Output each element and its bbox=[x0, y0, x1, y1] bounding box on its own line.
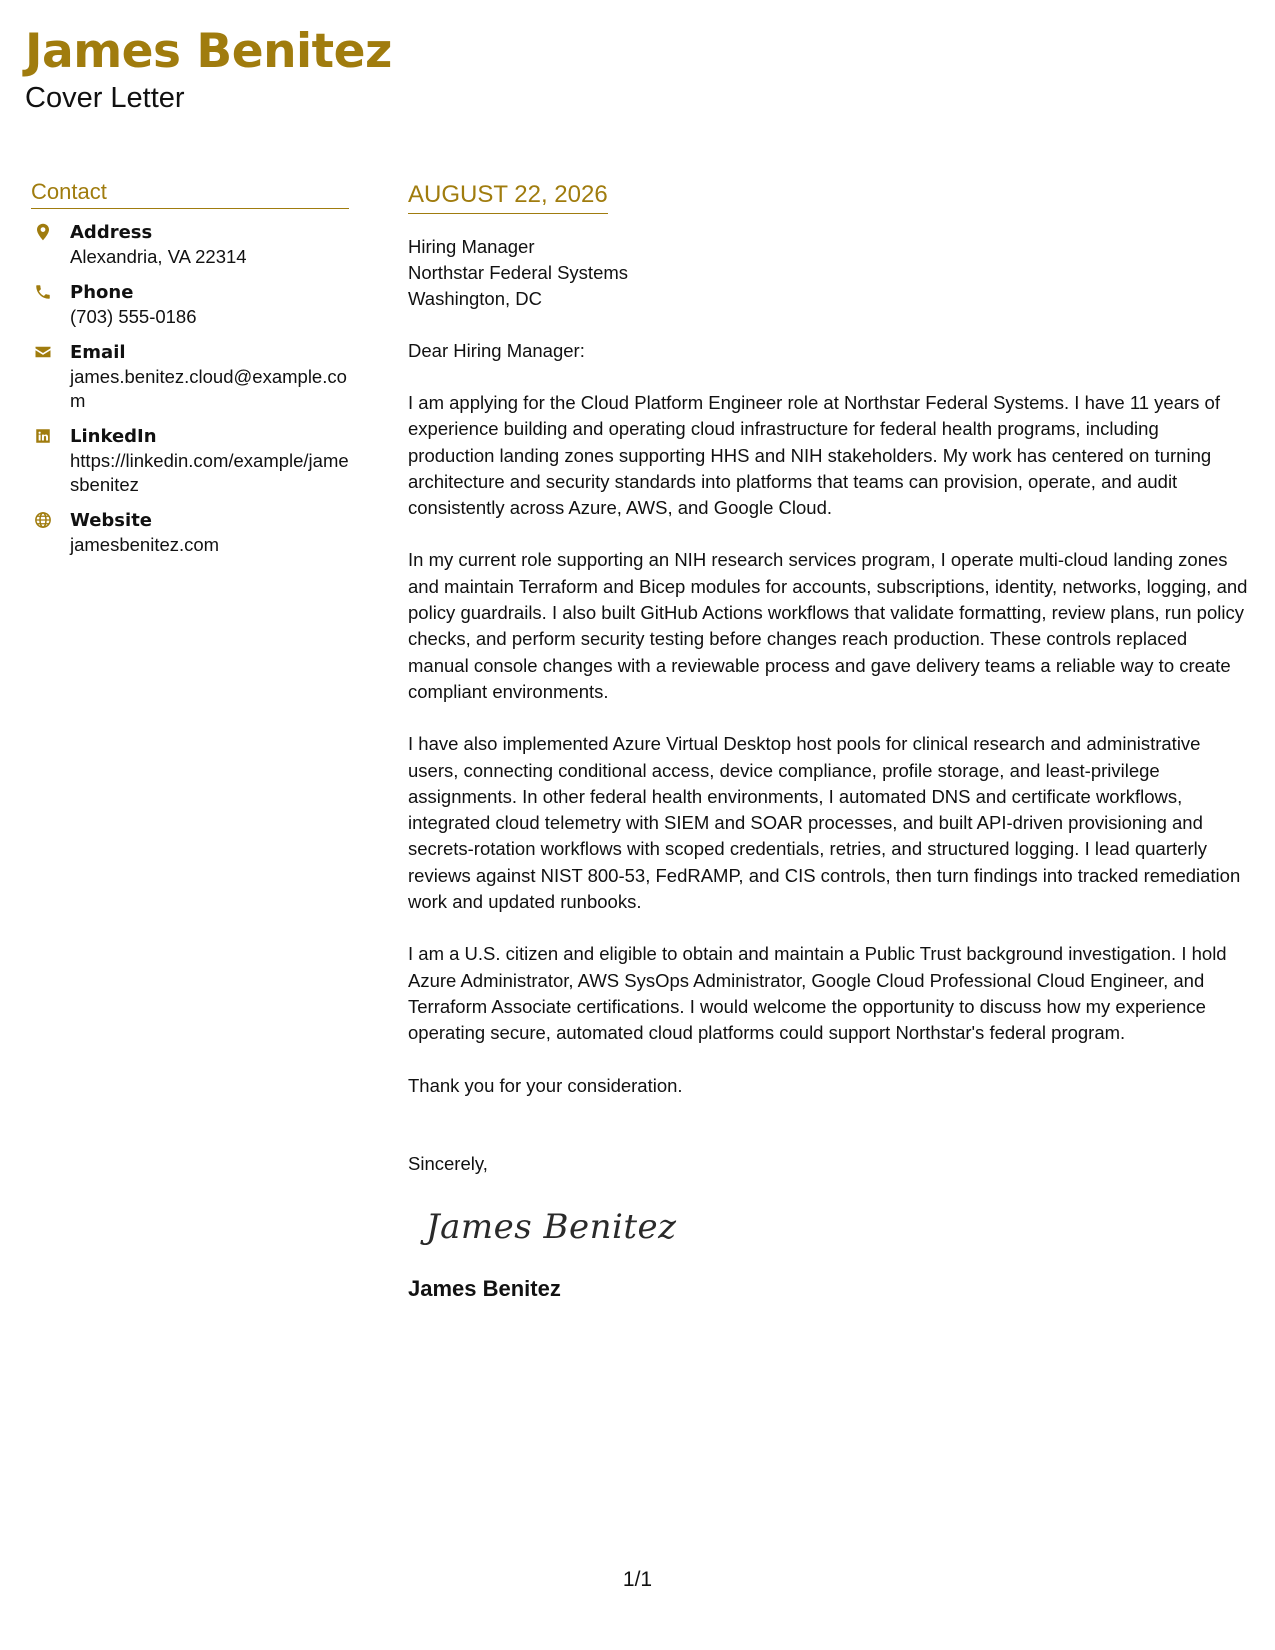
contact-label: LinkedIn bbox=[70, 426, 157, 447]
contact-heading: Contact bbox=[31, 178, 349, 209]
salutation: Dear Hiring Manager: bbox=[408, 340, 585, 361]
contact-sidebar bbox=[31, 178, 349, 569]
recipient-block bbox=[408, 234, 1248, 312]
body-paragraph: I am a U.S. citizen and eligible to obtain and maintain a Public Trust background investigation. I hold Azure Administrator, AWS SysOps Administrator, Google Cloud Professional Cloud Engineer, and Terraform Associate certifications. I would welcome the opportunity to discuss how my experience operating secure, automated cloud platforms could support Northstar's federal program. bbox=[408, 943, 1227, 1044]
body-paragraph: I am applying for the Cloud Platform Engineer role at Northstar Federal Systems. I have 11 years of experience building and operating cloud infrastructure for federal health programs, including production landing zones supporting HHS and NIH stakeholders. My work has centered on turning architecture and security standards into platforms that teams can provision, operate, and audit consistently across Azure, AWS, and Google Cloud. bbox=[408, 392, 1220, 519]
body-paragraph: In my current role supporting an NIH research services program, I operate multi-cloud landing zones and maintain Terraform and Bicep modules for accounts, subscriptions, identity, networks, logging, and policy guardrails. I also built GitHub Actions workflows that validate formatting, review plans, run policy checks, and perform security testing before changes reach production. These controls replaced manual console changes with a reviewable process and gave delivery teams a reliable way to create compliant environments. bbox=[408, 549, 1248, 702]
handwritten-signature: James Benitez bbox=[426, 1206, 677, 1247]
envelope-icon bbox=[34, 343, 52, 361]
letter-body bbox=[408, 180, 1248, 1303]
signer-name: James Benitez bbox=[408, 1275, 561, 1301]
contact-value: https://linkedin.com/example/jamesbenitez bbox=[70, 450, 349, 495]
contact-label: Website bbox=[70, 510, 153, 531]
contact-value: james.benitez.cloud@example.com bbox=[70, 366, 347, 411]
contact-label: Phone bbox=[70, 282, 134, 303]
closing-line: Thank you for your consideration. bbox=[408, 1074, 683, 1096]
contact-value: (703) 555-0186 bbox=[70, 306, 197, 327]
map-pin-icon bbox=[34, 223, 52, 241]
contact-list bbox=[31, 221, 349, 557]
contact-label: Address bbox=[70, 222, 153, 243]
applicant-name: James Benitez bbox=[25, 24, 392, 79]
page-number: 1/1 bbox=[622, 1568, 653, 1591]
linkedin-icon bbox=[34, 427, 52, 445]
contact-item-email bbox=[31, 341, 349, 413]
recipient-line: Northstar Federal Systems bbox=[408, 262, 629, 283]
contact-label: Email bbox=[70, 342, 126, 363]
phone-icon bbox=[34, 283, 52, 301]
contact-item-address bbox=[31, 221, 349, 269]
contact-item-website bbox=[31, 509, 349, 557]
contact-value: jamesbenitez.com bbox=[70, 534, 220, 555]
contact-item-phone bbox=[31, 281, 349, 329]
recipient-line: Washington, DC bbox=[408, 288, 543, 309]
letter-date: AUGUST 22, 2026 bbox=[408, 180, 608, 214]
recipient-line: Hiring Manager bbox=[408, 236, 535, 257]
body-paragraph: I have also implemented Azure Virtual Desktop host pools for clinical research and administrative users, connecting conditional access, device compliance, profile storage, and least-privilege assignments. In other federal health environments, I automated DNS and certificate workflows, integrated cloud telemetry with SIEM and SOAR processes, and built API-driven provisioning and secrets-rotation workflows with scoped credentials, retries, and structured logging. I lead quarterly reviews against NIST 800-53, FedRAMP, and CIS controls, then turn findings into tracked remediation work and updated runbooks. bbox=[408, 733, 1241, 913]
globe-icon bbox=[34, 511, 52, 529]
contact-value: Alexandria, VA 22314 bbox=[70, 246, 247, 267]
valediction: Sincerely, bbox=[408, 1152, 488, 1174]
header bbox=[25, 24, 392, 116]
contact-item-linkedin bbox=[31, 425, 349, 497]
document-type: Cover Letter bbox=[25, 82, 185, 114]
